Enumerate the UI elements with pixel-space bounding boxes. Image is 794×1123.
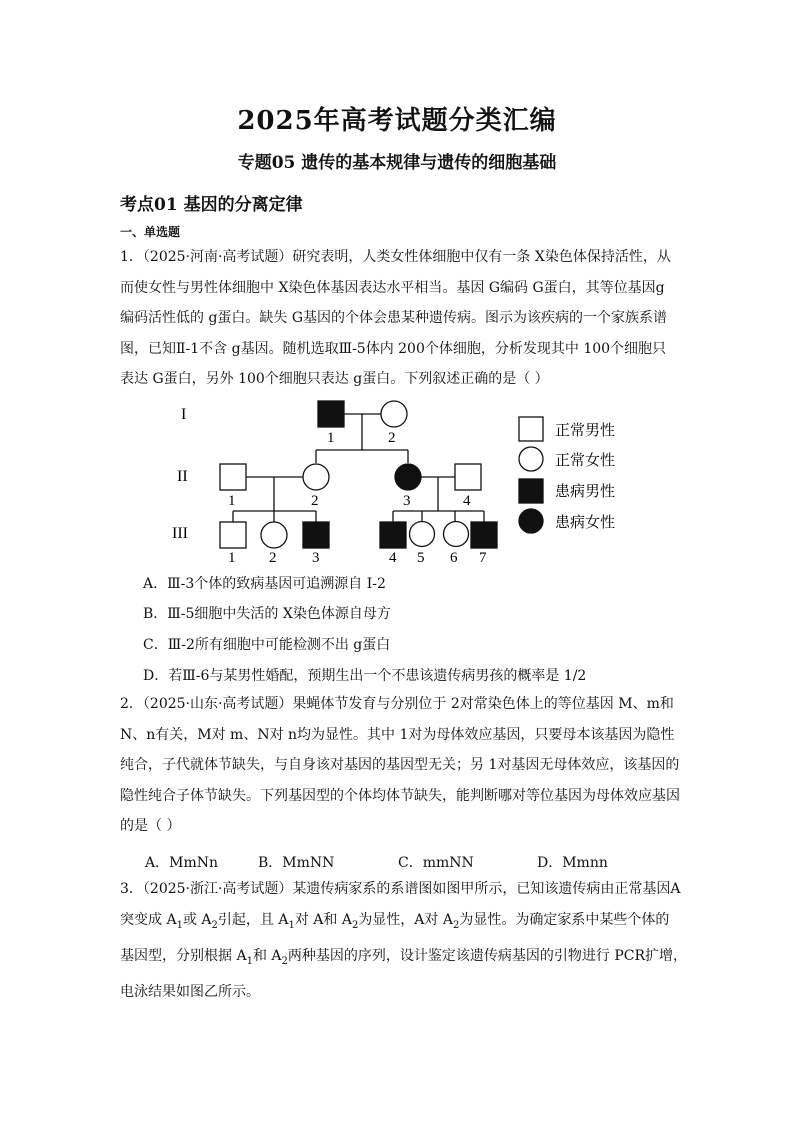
normal-male-symbol [220,464,246,490]
affected-male-symbol [471,522,497,548]
individual-number: 2 [388,430,396,446]
affected-male-symbol [318,401,344,427]
question-2-line: 2．（2025·山东·高考试题）果蝇体节发育与分别位于 2对常染色体上的等位基因 M、m和 [120,696,674,712]
individual-number: 3 [403,493,411,509]
legend-label: 正常女性 [555,453,616,469]
individual-number: 6 [450,550,458,566]
question-3-line: 突变成 $A_1$或 $A_2$引起，且 $A_1$对 A和 $A_2$为显性，A对 $A_2$为显性。为确定家系中某些个体的 [120,911,670,931]
question-2-option-a: A．MmNn [145,855,218,871]
individual-number: 2 [311,493,319,509]
question-3-stem [120,874,687,1008]
question-2-stem [120,689,680,842]
individual-number: 1 [228,493,236,509]
normal-female-symbol [303,464,329,490]
affected-male-symbol [380,522,406,548]
question-2-line: 纯合，子代就体节缺失，与自身该对基因的基因型无关；另 1对基因无母体效应，该基因的 [120,757,680,773]
question-1-line: 图，已知Ⅱ-1不含 g基因。随机选取Ⅲ-5体内 200个体细胞，分析发现其中 100个细胞只 [120,340,667,357]
question-3-line: 基因型，分别根据 $A_1$和 $A_2$两种基因的序列，设计鉴定该遗传病基因的引物进行 PCR扩增， [120,947,687,967]
question-1-line: 编码活性低的 g蛋白。缺失 G基因的个体会患某种遗传病。图示为该疾病的一个家族系谱 [120,310,668,326]
individual-number: 5 [417,550,425,566]
legend-label: 患病女性 [555,515,616,531]
legend-label: 正常男性 [555,423,616,439]
legend-affected-female-icon [519,509,543,533]
legend-affected-male-icon [519,479,543,503]
question-1-line: 表达 G蛋白，另外 100个细胞只表达 g蛋白。下列叙述正确的是（ ） [120,371,549,387]
question-1-option-c: C．Ⅲ-2所有细胞中可能检测不出 g蛋白 [143,637,391,653]
affected-female-symbol [395,464,421,490]
individual-number: 1 [228,550,236,566]
document-subtitle: 专题05 遗传的基本规律与遗传的细胞基础 [237,153,557,173]
normal-male-symbol [220,522,246,548]
question-1-option-a: A．Ⅲ-3个体的致病基因可追溯源自 I-2 [143,576,386,592]
individual-number: 4 [463,493,471,509]
legend-label: 患病男性 [555,484,616,500]
section-heading: 考点01 基因的分离定律 [120,195,303,215]
individual-number: 7 [479,550,487,566]
part-heading: 一、单选题 [120,225,181,239]
generation-label: I [181,406,187,423]
pedigree-chart [160,392,640,572]
generation-label: II [177,468,188,485]
individual-number: 2 [269,550,277,566]
normal-female-symbol [444,522,469,547]
individual-number: 4 [389,550,397,566]
question-1-stem [120,242,680,395]
legend-normal-female-icon [519,447,543,471]
question-3-line: 电泳结果如图乙所示。 [120,984,260,1001]
individual-number: 1 [327,430,335,446]
question-2-line: 隐性纯合子体节缺失。下列基因型的个体均体节缺失，能判断哪对等位基因为母体效应基因 [120,787,680,804]
question-2-option-c: C．mmNN [398,855,474,871]
question-2-line: 的是（ ） [120,818,181,834]
question-2-line: N、n有关，M对 m、N对 n均为显性。其中 1对为母体效应基因，只要母本该基因为隐性 [120,726,675,743]
generation-label: III [172,525,188,542]
question-3-line: 3．（2025·浙江·高考试题）某遗传病家系的系谱图如图甲所示，已知该遗传病由正常基因A [120,881,681,897]
normal-female-symbol [381,401,407,427]
question-1-option-b: B．Ⅲ-5细胞中失活的 X染色体源自母方 [143,606,391,622]
affected-male-symbol [303,522,329,548]
question-1-line: 而使女性与男性体细胞中 X染色体基因表达水平相当。基因 G编码 G蛋白，其等位基因g [120,279,665,296]
question-1-option-d: D．若Ⅲ-6与某男性婚配，预期生出一个不患该遗传病男孩的概率是 1/2 [143,668,587,684]
normal-female-symbol [261,522,287,548]
legend-normal-male-icon [519,417,543,441]
question-2-option-b: B．MmNN [258,855,335,871]
normal-female-symbol [410,522,435,547]
question-1-line: 1．（2025·河南·高考试题）研究表明，人类女性体细胞中仅有一条 X染色体保持活性，从 [120,249,671,265]
individual-number: 3 [312,550,320,566]
normal-male-symbol [455,464,481,490]
question-2-option-d: D．Mmnn [537,855,608,871]
document-title: 2025年高考试题分类汇编 [237,106,557,136]
